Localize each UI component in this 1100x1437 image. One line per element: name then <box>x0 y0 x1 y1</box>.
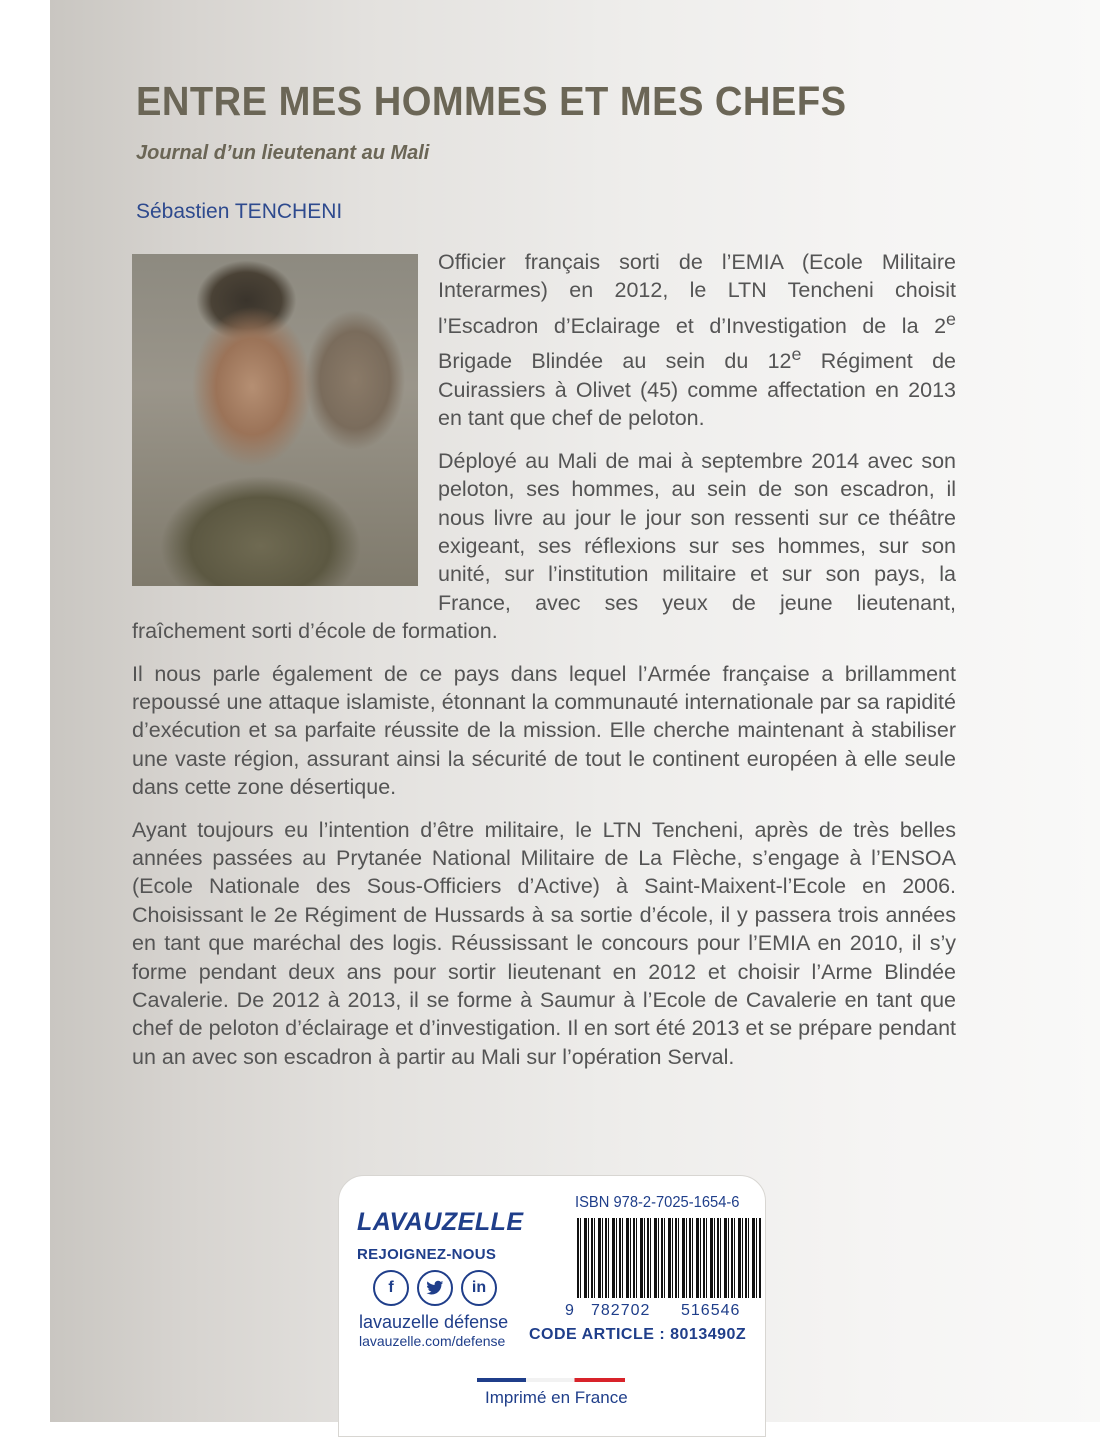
social-links <box>373 1270 497 1306</box>
site-url[interactable]: lavauzelle.com/defense <box>359 1333 506 1349</box>
author-name: Sébastien TENCHENI <box>136 200 343 223</box>
french-flag-stripe <box>477 1378 625 1382</box>
linkedin-icon[interactable]: in <box>461 1270 497 1306</box>
book-subtitle: Journal d’un lieutenant au Mali <box>136 142 430 164</box>
barcode <box>577 1218 761 1298</box>
facebook-icon[interactable]: f <box>373 1270 409 1306</box>
blurb-paragraph-1: Officier français sorti de l’EMIA (Ecole Militaire Interarmes) en 2012, le LTN Tencheni choisit l’Escadron d’Eclairage et d’Investigation de la 2e Brigade Blindée au sein du 12e Régiment de Cuirassiers à Olivet (45) comme affectation en 2013 en tant que chef de peloton. <box>438 250 956 431</box>
code-article: CODE ARTICLE : 8013490Z <box>529 1326 747 1343</box>
printed-in-france: Imprimé en France <box>485 1388 628 1407</box>
barcode-digits-left: 782702 <box>591 1302 651 1319</box>
barcode-digits-right: 516546 <box>681 1302 741 1319</box>
author-photo <box>132 254 418 586</box>
publisher-info-card <box>338 1175 766 1437</box>
book-title: ENTRE MES HOMMES ET MES CHEFS <box>136 78 847 124</box>
join-us-label: REJOIGNEZ-NOUS <box>357 1246 497 1263</box>
blurb-paragraph-4: Ayant toujours eu l’intention d’être militaire, le LTN Tencheni, après de très belles années passées au Prytanée National Militaire de La Flèche, s’engage à l’ENSOA (Ecole Nationale des Sous-Officiers d’Active) à Saint-Maixent-l’Ecole en 2006. Choisissant le 2e Régiment de Hussards à sa sortie d’école, il y passera trois années en tant que maréchal des logis. Réussissant le concours pour l’EMIA en 2010, il s’y forme pendant deux ans pour sortir lieutenant en 2012 et choisir l’Arme Blindée Cavalerie. De 2012 à 2013, il se forme à Saumur à l’Ecole de Cavalerie en tant que chef de peloton d’éclairage et d’investigation. Il en sort été 2013 et se prépare pendant un an avec son escadron à partir au Mali sur l’opération Serval. <box>132 817 956 1069</box>
isbn-label: ISBN 978-2-7025-1654-6 <box>575 1194 740 1211</box>
twitter-icon[interactable] <box>417 1270 453 1306</box>
barcode-digit-first: 9 <box>565 1302 575 1319</box>
blurb-paragraph-2: Déployé au Mali de mai à septembre 2014 avec son peloton, ses hommes, au sein de son escadron, il nous livre au jour le jour son ressenti sur ce théâtre exigeant, ses réflexions sur ses hommes, sur son unité, sur l’institution militaire et sur son pays, la France, avec ses yeux de jeune lieutenant, fraîchement sorti d’école de formation. <box>132 448 956 644</box>
publisher-logo: LAVAUZELLE <box>357 1208 524 1236</box>
site-name: lavauzelle défense <box>359 1312 509 1332</box>
blurb-paragraph-3: Il nous parle également de ce pays dans lequel l’Armée française a brillamment repoussé une attaque islamiste, étonnant la communauté internationale par sa rapidité d’exécution et sa parfaite réussite de la mission. Elle cherche maintenant à stabiliser une vaste région, assurant ainsi la sécurité de tout le continent européen à elle seule dans cette zone désertique. <box>132 661 956 800</box>
blurb <box>132 248 956 1085</box>
